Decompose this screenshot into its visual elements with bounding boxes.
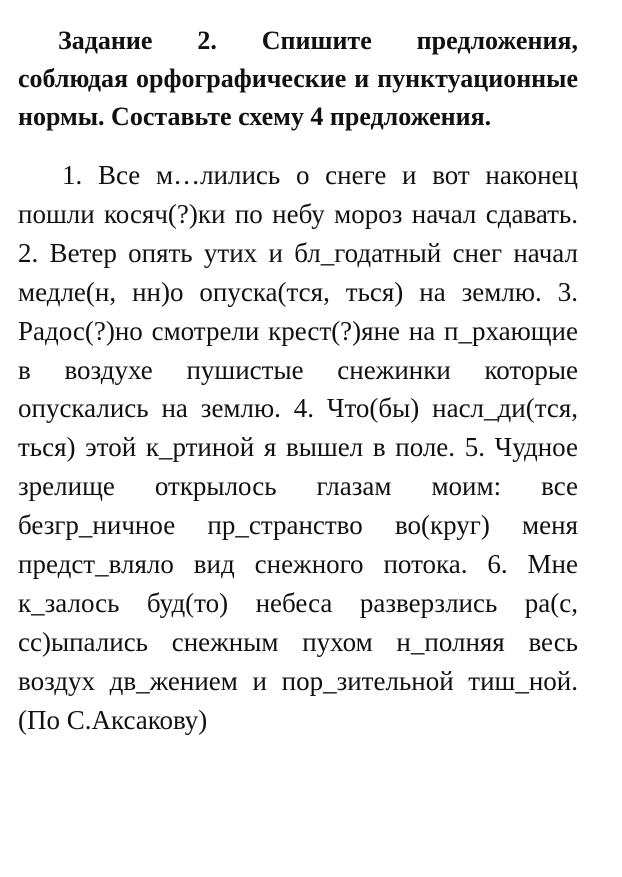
exercise-text: 1. Все м…лились о снеге и вот наконец пошли косяч(?)ки по небу мороз начал сдавать. 2. Ветер опять утих и бл_годатный снег начал медле(н, нн)о опуска(тся, ться) на землю. 3. Радос(?)но смотрели крест(?)яне на п_рхающие в воздухе пушистые снежинки которые опускались на землю. 4. Что(бы) насл_ди(тся, ться) этой к_ртиной я вышел в поле. 5. Чудное зрелище открылось глазам моим: все безгр_ничное пр_странство во(круг) меня предст_вляло вид снежного потока. 6. Мне к_залось буд(то) небеса разверзлись ра(с, сс)ыпались снежным пухом н_полняя весь воздух дв_жением и пор_зительной тиш_ной. (По С.Аксакову) — [18, 160, 578, 735]
task-heading — [18, 22, 578, 136]
task-title-text: Задание 2. Спишите предложения, соблюдая орфографические и пунктуационные нормы. Составьте схему 4 предложения. — [18, 26, 578, 131]
document-page — [18, 22, 578, 740]
